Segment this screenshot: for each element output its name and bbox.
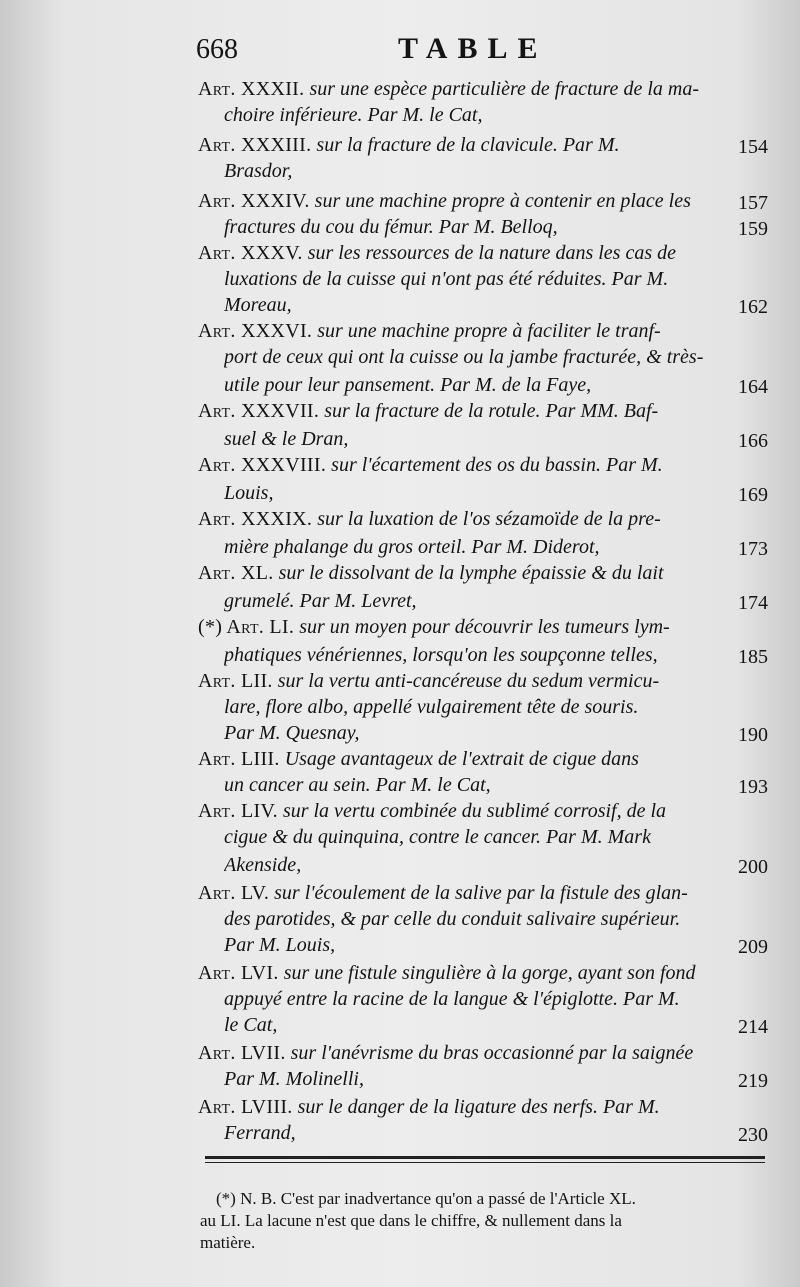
article-description: sur une espèce particulière de fracture de la ma- [304,78,699,100]
toc-line [224,426,768,452]
article-description: lare, flore albo, appellé vulgairement tête de souris. [224,696,639,718]
article-description: appuyé entre la racine de la langue & l'épiglotte. Par M. [224,988,680,1010]
article-description: sur une machine propre à faciliter le tranf- [312,320,661,342]
article-number: Art. XXXIX. [198,508,313,530]
toc-line [224,1012,768,1038]
toc-line [198,1040,768,1066]
toc-line [224,1120,768,1146]
footnote-line-3: matière. [200,1233,256,1252]
article-description: sur la luxation de l'os sézamoïde de la pre- [312,508,661,530]
article-description: sur la vertu anti-cancéreuse du sedum vermicu- [272,670,660,692]
page-reference: 174 [738,592,768,614]
page-reference: 166 [738,430,768,452]
toc-line [224,158,768,184]
toc-line [224,214,768,240]
page-number: 668 [196,34,238,65]
article-description: sur la vertu combinée du sublimé corrosif, de la [277,800,667,822]
page-reference: 157 [738,192,768,214]
article-number: Art. LV. [198,882,270,904]
page-reference: 154 [738,136,768,158]
toc-line [198,746,768,772]
page-reference: 173 [738,538,768,560]
page-reference: 164 [738,376,768,398]
article-description: sur la fracture de la clavicule. Par M. [311,134,620,156]
toc-line [224,772,768,798]
page-reference: 169 [738,484,768,506]
page-reference: 185 [738,646,768,668]
toc-line [224,986,768,1012]
article-number: Art. XXXIII. [198,134,312,156]
footnote-line-1: (*) N. B. C'est par inadvertance qu'on a passé de l'Article XL. [216,1189,636,1208]
article-number: Art. LII. [198,670,273,692]
article-number: Art. LIII. [198,748,280,770]
article-description: mière phalange du gros orteil. Par M. Diderot, [224,536,600,558]
toc-line [224,480,768,506]
article-description: fractures du cou du fémur. Par M. Belloq, [224,216,558,238]
article-number: Art. XXXV. [198,242,303,264]
article-number: (*) Art. LI. [198,616,295,638]
toc-line [224,642,768,668]
article-description: sur le danger de la ligature des nerfs. Par M. [292,1096,660,1118]
toc-line [224,266,768,292]
page-reference: 193 [738,776,768,798]
article-description: suel & le Dran, [224,428,349,450]
article-number: Art. LVI. [198,962,279,984]
article-description: phatiques vénériennes, lorsqu'on les soupçonne telles, [224,644,658,666]
toc-line [224,534,768,560]
article-description: luxations de la cuisse qui n'ont pas été réduites. Par M. [224,268,669,290]
toc-line [198,960,768,986]
article-description: sur l'écartement des os du bassin. Par M. [326,454,663,476]
footnote-rule-thin [205,1162,765,1163]
toc-line [198,188,768,214]
article-description: Par M. Quesnay, [224,722,360,744]
toc-line [198,798,768,824]
article-description: sur un moyen pour découvrir les tumeurs lym- [294,616,670,638]
page-reference: 214 [738,1016,768,1038]
toc-line [198,318,768,344]
toc-line [198,240,768,266]
article-description: Louis, [224,482,274,504]
toc-line [224,292,768,318]
article-description: cigue & du quinquina, contre le cancer. Par M. Mark [224,826,651,848]
article-description: Par M. Louis, [224,934,336,956]
toc-line [224,720,768,746]
page-title: TABLE [398,32,548,65]
article-number: Art. XXXVIII. [198,454,327,476]
toc-line [224,824,768,850]
toc-line [224,906,768,932]
toc-line [224,694,768,720]
article-description: grumelé. Par M. Levret, [224,590,417,612]
article-number: Art. XXXVI. [198,320,313,342]
toc-line [224,102,768,128]
article-description: choire inférieure. Par M. le Cat, [224,104,483,126]
article-description: utile pour leur pansement. Par M. de la Faye, [224,374,592,396]
toc-line [198,560,768,586]
toc-line [198,614,768,640]
article-description: sur une machine propre à contenir en place les [309,190,691,212]
toc-line [198,132,768,158]
article-number: Art. LVII. [198,1042,286,1064]
toc-line [224,372,768,398]
article-number: Art. XL. [198,562,274,584]
article-description: Par M. Molinelli, [224,1068,364,1090]
page-reference: 209 [738,936,768,958]
article-description: Ferrand, [224,1122,296,1144]
toc-line [224,852,768,878]
article-description: sur le dissolvant de la lymphe épaissie & du lait [273,562,664,584]
toc-line [198,398,768,424]
toc-line [224,588,768,614]
page-reference: 219 [738,1070,768,1092]
page-reference: 230 [738,1124,768,1146]
article-description: un cancer au sein. Par M. le Cat, [224,774,491,796]
article-description: Brasdor, [224,160,293,182]
article-description: Moreau, [224,294,292,316]
page-reference: 190 [738,724,768,746]
article-description: port de ceux qui ont la cuisse ou la jambe fracturée, & très- [224,346,704,368]
toc-line [198,1094,768,1120]
article-description: sur les ressources de la nature dans les cas de [302,242,676,264]
article-description: sur l'écoulement de la salive par la fistule des glan- [269,882,688,904]
footnote-line-2: au LI. La lacune n'est que dans le chiffre, & nullement dans la [200,1211,622,1230]
article-description: sur l'anévrisme du bras occasionné par la saignée [285,1042,694,1064]
article-number: Art. XXXII. [198,78,305,100]
toc-line [198,506,768,532]
toc-line [198,880,768,906]
toc-line [224,932,768,958]
article-number: Art. LVIII. [198,1096,293,1118]
footnote-rule [205,1156,765,1159]
page-reference: 162 [738,296,768,318]
toc-line [224,1066,768,1092]
article-number: Art. XXXVII. [198,400,320,422]
toc-line [198,668,768,694]
article-description: le Cat, [224,1014,278,1036]
toc-line [224,344,768,370]
article-description: des parotides, & par celle du conduit salivaire supérieur. [224,908,681,930]
page-reference: 159 [738,218,768,240]
article-number: Art. XXXIV. [198,190,310,212]
toc-line [198,452,768,478]
page-reference: 200 [738,856,768,878]
toc-line [198,76,768,102]
article-description: sur la fracture de la rotule. Par MM. Baf- [319,400,659,422]
article-description: Usage avantageux de l'extrait de cigue dans [279,748,639,770]
article-description: sur une fistule singulière à la gorge, ayant son fond [278,962,696,984]
article-number: Art. LIV. [198,800,278,822]
article-description: Akenside, [224,854,302,876]
